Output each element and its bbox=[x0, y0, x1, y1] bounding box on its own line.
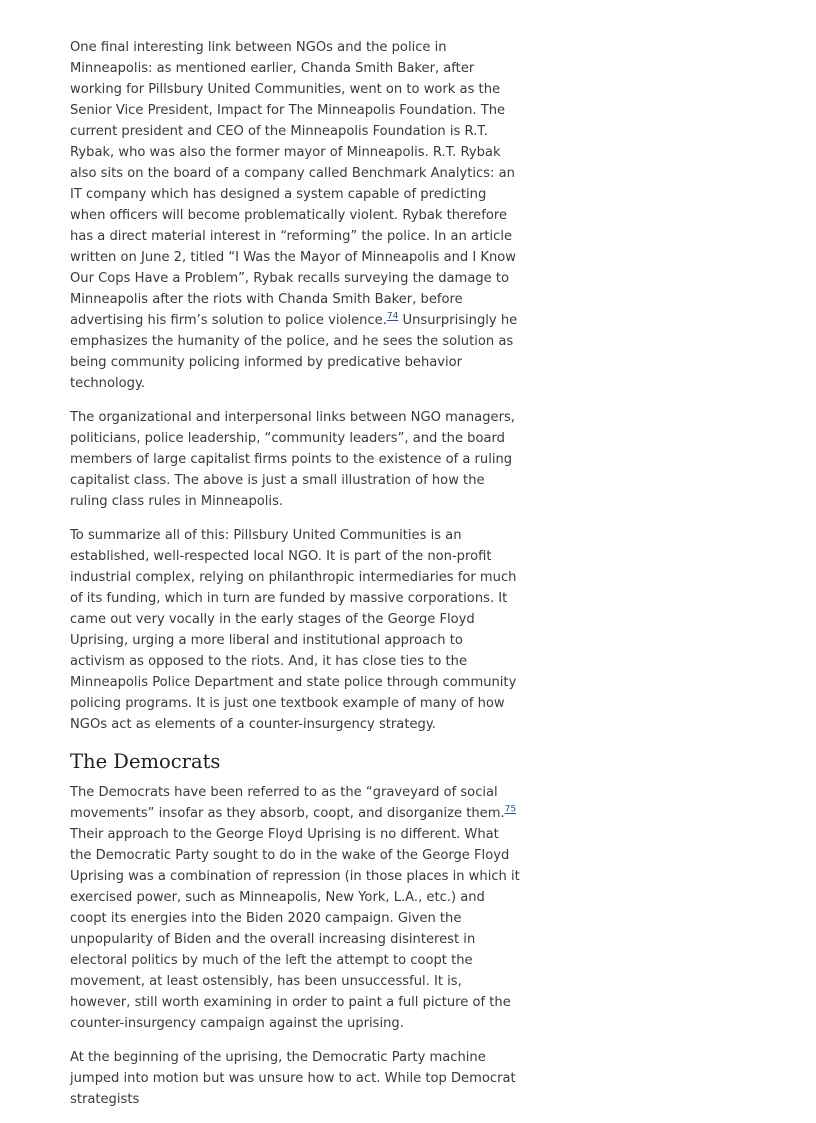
paragraph-party-machine: At the beginning of the uprising, the Democratic Party machine jumped into motion but was unsure how to act. While top Democrat strategists bbox=[70, 1050, 516, 1107]
footnote-link-75[interactable]: 75 bbox=[504, 804, 517, 815]
paragraph-text: Unsurprisingly he emphasizes the humanity of the police, and he sees the solution as being community policing informed by predicative behavior technology. bbox=[70, 313, 518, 391]
footnote-link-74[interactable]: 74 bbox=[386, 311, 399, 322]
paragraph-democrats-intro bbox=[70, 782, 520, 1034]
document-page bbox=[70, 37, 520, 1123]
paragraph-rybak bbox=[70, 37, 520, 394]
paragraph-text: The Democrats have been referred to as the “graveyard of social movements” insofar as they absorb, coopt, and disorganize them. bbox=[70, 785, 505, 821]
paragraph-text: One final interesting link between NGOs and the police in Minneapolis: as mentioned earlier, Chanda Smith Baker, after working for Pillsbury United Communities, went on to work as the Senior Vice President, Impact for The Minneapolis Foundation. The current president and CEO of the Minneapolis Foundation is R.T. Rybak, who was also the former mayor of Minneapolis. R.T. Rybak also sits on the board of a company called Benchmark Analytics: an IT company which has designed a system capable of predicting when officers will become problematically violent. Rybak therefore has a direct material interest in “reforming” the police. In an article written on June 2, titled “I Was the Mayor of Minneapolis and I Know Our Cops Have a Problem”, Rybak recalls surveying the damage to Minneapolis after the riots with Chanda Smith Baker, before advertising his firm’s solution to police violence. bbox=[70, 40, 516, 328]
paragraph-summary: To summarize all of this: Pillsbury United Communities is an established, well-respected local NGO. It is part of the non-profit industrial complex, relying on philanthropic intermediaries for much of its funding, which in turn are funded by massive corporations. It came out very vocally in the early stages of the George Floyd Uprising, urging a more liberal and institutional approach to activism as opposed to the riots. And, it has close ties to the Minneapolis Police Department and state police through community policing programs. It is just one textbook example of many of how NGOs act as elements of a counter-insurgency strategy. bbox=[70, 528, 517, 732]
paragraph-text: Their approach to the George Floyd Uprising is no different. What the Democratic Party sought to do in the wake of the George Floyd Uprising was a combination of repression (in those places in which it exercised power, such as Minneapolis, New York, L.A., etc.) and coopt its energies into the Biden 2020 campaign. Given the unpopularity of Biden and the overall increasing disinterest in electoral politics by much of the left the attempt to coopt the movement, at least ostensibly, has been unsuccessful. It is, however, still worth examining in order to paint a full picture of the counter-insurgency campaign against the uprising. bbox=[70, 827, 520, 1031]
paragraph-ruling-class: The organizational and interpersonal links between NGO managers, politicians, police leadership, “community leaders”, and the board members of large capitalist firms points to the existence of a ruling capitalist class. The above is just a small illustration of how the ruling class rules in Minneapolis. bbox=[70, 410, 515, 509]
section-heading: The Democrats bbox=[70, 750, 221, 773]
